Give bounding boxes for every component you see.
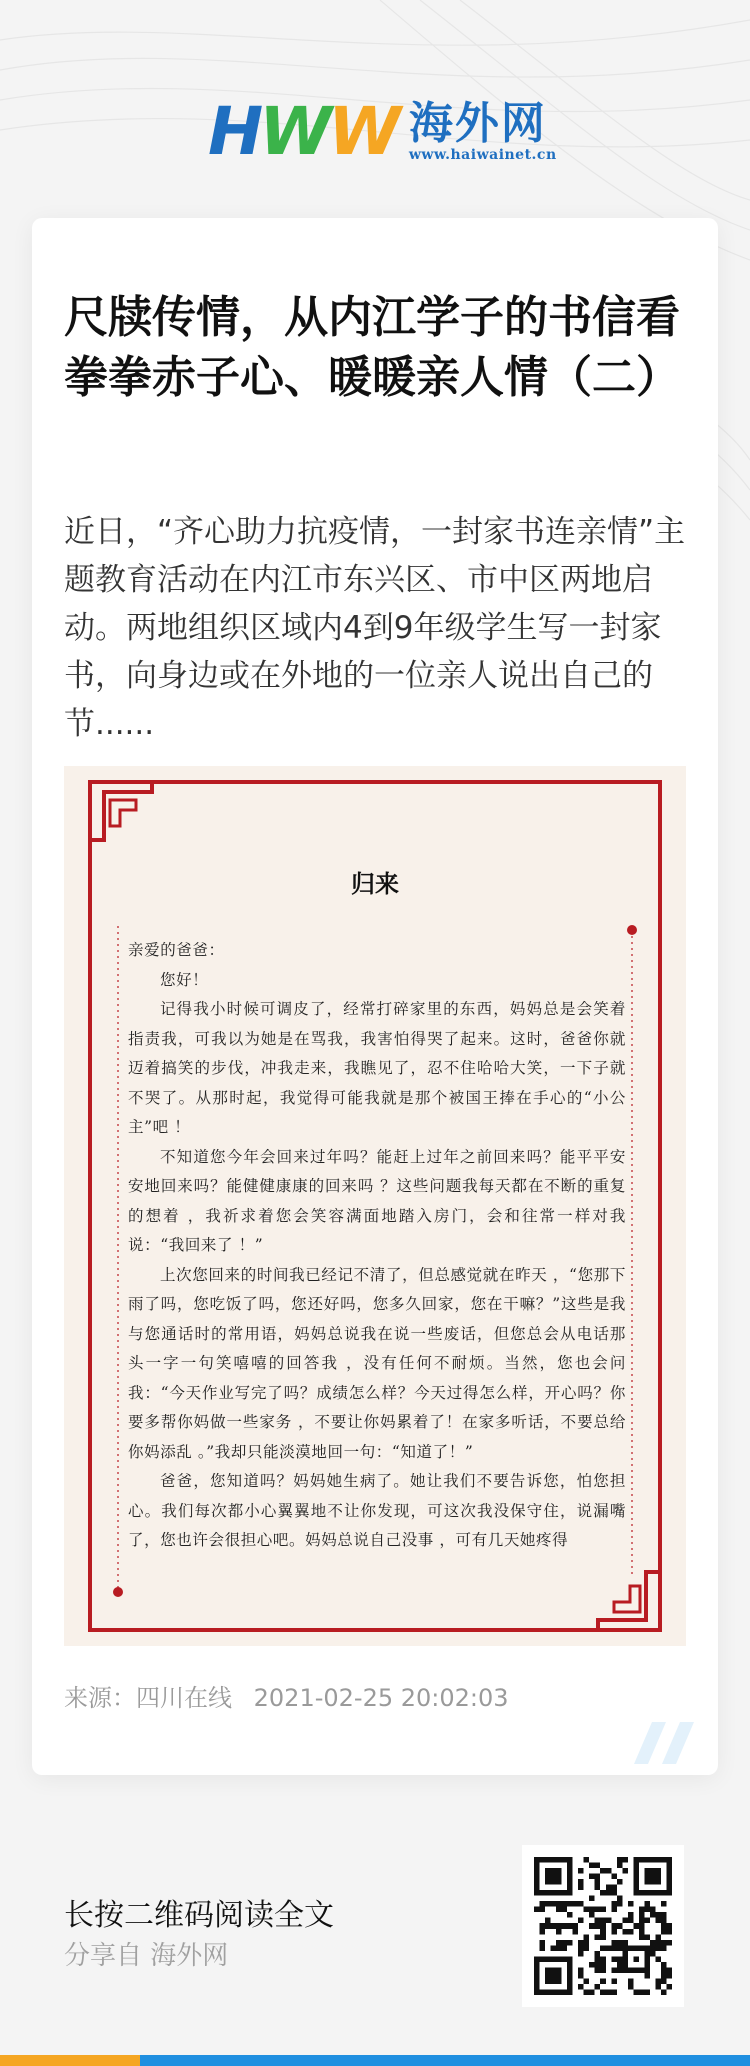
bottom-bar-orange — [0, 2055, 140, 2066]
letter-paragraph: 不知道您今年会回来过年吗？能赶上过年之前回来吗？能平平安安地回来吗？能健健康康的回来吗 ？这些问题我每天都在不断的重复的想着 ，我祈求着您会笑容满面地踏入房门，会和往常一样对我说：“我回来了 ！” — [128, 1147, 626, 1254]
logo-letter-w1: W — [259, 93, 329, 170]
share-source-text: 分享自 海外网 — [64, 1941, 229, 1971]
article-title: 尺牍传情，从内江学子的书信看拳拳赤子心、暖暖亲人情（二） — [64, 292, 680, 403]
letter-paragraph: 记得我小时候可调皮了，经常打碎家里的东西，妈妈总是会笑着指责我，可我以为她是在骂我，我害怕得哭了起来。这时，爸爸你就迈着搞笑的步伐，冲我走来，我瞧见了，忍不住哈哈大笑，一下子就不哭了。从那时起，我觉得可能我就是那个被国王捧在手心的“小公主”吧 ！ — [128, 1000, 626, 1136]
article-meta — [64, 1678, 664, 1713]
letter-salutation: 亲爱的爸爸： — [128, 941, 225, 959]
logo-letter-w2: W — [328, 93, 397, 170]
bottom-bar-blue — [140, 2055, 750, 2066]
share-footer — [0, 1805, 750, 2066]
quote-mark-icon — [630, 1718, 700, 1768]
letter-image — [64, 766, 686, 1646]
qr-code-icon — [534, 1857, 672, 1995]
letter-greeting: 您好！ — [160, 970, 209, 989]
qr-code[interactable] — [522, 1845, 684, 2007]
article-source: 来源：四川在线 — [64, 1684, 232, 1712]
bottom-accent-bar — [0, 2055, 750, 2066]
logo-hww-mark — [208, 93, 397, 170]
letter-body — [128, 936, 626, 1556]
article-card — [32, 218, 718, 1775]
letter-paragraph: 爸爸，您知道吗？妈妈她生病了。她让我们不要告诉您，怕您担心。我们每次都小心翼翼地不让你发现，可这次我没保守住，说漏嘴了，您也许会很担心吧。妈妈总说自己没事 ，可有几天她疼得 — [128, 1472, 626, 1549]
letter-paragraph: 上次您回来的时间我已经记不清了，但总感觉就在昨天 ，“您那下雨了吗，您吃饭了吗，您还好吗，您多久回家，您在干嘛？”这些是我与您通话时的常用语，妈妈总说我在说一些废话，但您总会从电话那头一字一句笑嘻嘻的回答我 ，没有任何不耐烦。当然，您也会问我：“今天作业写完了吗？成绩怎么样？今天过得怎么样，开心吗？你要多帮你妈做一些家务 ，不要让你妈累着了！在家多听话，不要总给你妈添乱 。”我却只能淡漠地回一句：“知道了！” — [128, 1265, 626, 1461]
logo-letter-h: H — [208, 93, 260, 170]
qr-cta-text: 长按二维码阅读全文 — [64, 1898, 334, 1933]
article-summary: 近日，“齐心助力抗疫情，一封家书连亲情”主题教育活动在内江市东兴区、市中区两地启动。两地组织区域内4到9年级学生写一封家书，向身边或在外地的一位亲人说出自己的节...... — [64, 514, 686, 742]
article-datetime: 2021-02-25 20:02:03 — [253, 1684, 509, 1712]
logo-name: 海外网 — [408, 98, 547, 149]
haiwainet-logo — [208, 93, 557, 170]
letter-title: 归来 — [351, 870, 399, 898]
logo-url: www.haiwainet.cn — [408, 147, 557, 163]
